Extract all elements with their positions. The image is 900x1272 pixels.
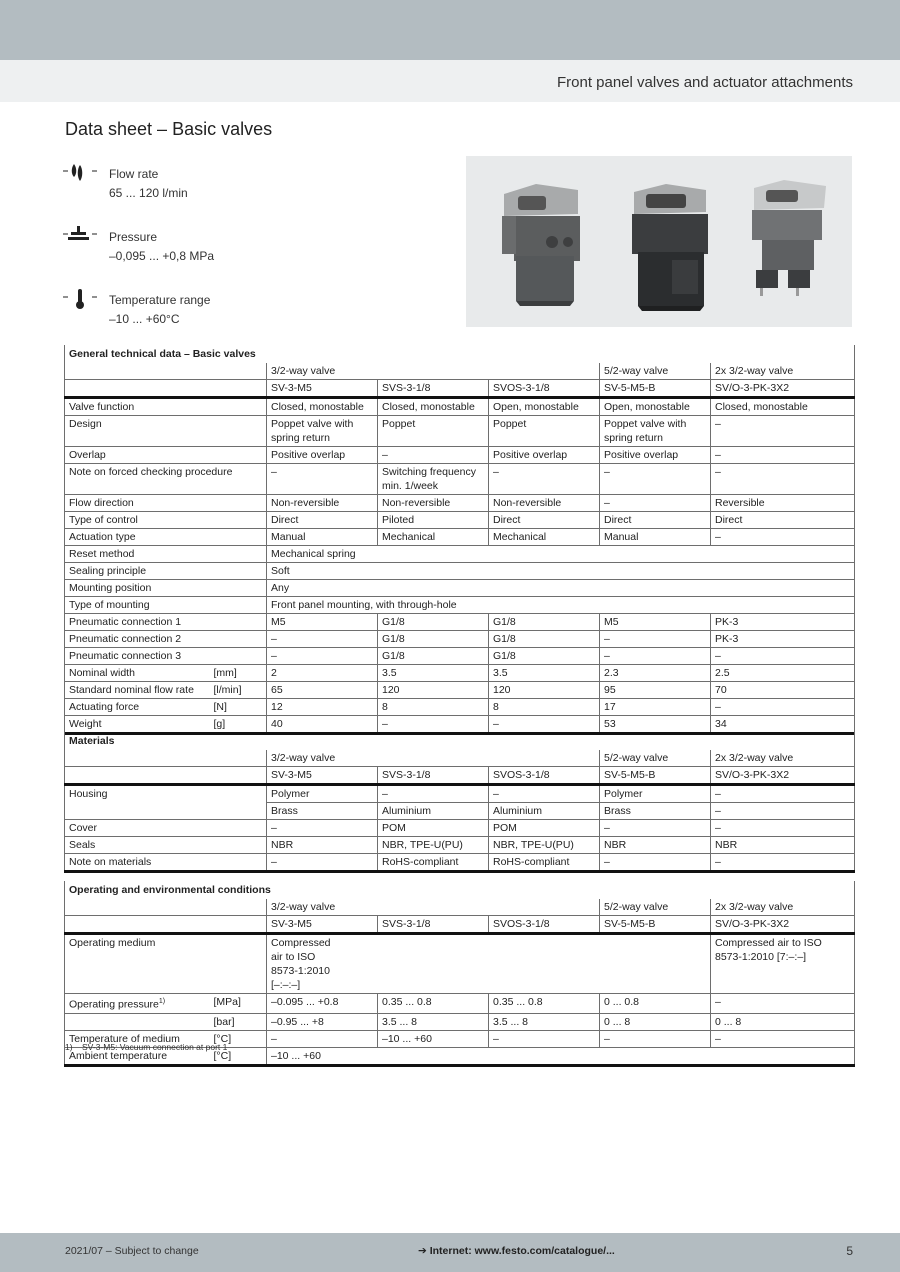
table-cell: Polymer bbox=[600, 785, 711, 803]
footnote-text: SV-3-M5: Vacuum connection at port 1 bbox=[82, 1042, 228, 1052]
model-header: SV-5-M5-B bbox=[600, 767, 711, 785]
table-cell: Switching frequency min. 1/week bbox=[378, 464, 489, 495]
table-cell: Non-reversible bbox=[489, 495, 600, 512]
table-cell: Poppet bbox=[489, 416, 600, 447]
model-header: SVOS-3-1/8 bbox=[489, 916, 600, 934]
table-row bbox=[65, 614, 855, 631]
materials-table bbox=[64, 732, 855, 873]
table-cell: Brass bbox=[267, 803, 378, 820]
table-cell: 2.3 bbox=[600, 665, 711, 682]
table-cell: Mechanical bbox=[378, 529, 489, 546]
group-header: 2x 3/2-way valve bbox=[711, 899, 855, 916]
table-cell: 70 bbox=[711, 682, 855, 699]
row-label: Sealing principle bbox=[65, 563, 267, 580]
table-cell: – bbox=[711, 416, 855, 447]
model-header: SVS-3-1/8 bbox=[378, 767, 489, 785]
table-row bbox=[65, 1013, 855, 1030]
table-cell: 40 bbox=[267, 716, 378, 734]
table-cell: Polymer bbox=[267, 785, 378, 803]
table-row bbox=[65, 447, 855, 464]
table-row bbox=[65, 820, 855, 837]
table-cell: NBR, TPE-U(PU) bbox=[378, 837, 489, 854]
table-row bbox=[65, 512, 855, 529]
row-label: Note on forced checking procedure bbox=[65, 464, 267, 495]
group-header: 3/2-way valve bbox=[267, 363, 600, 380]
table-cell bbox=[65, 363, 267, 380]
table-cell: Mechanical bbox=[489, 529, 600, 546]
table-cell: – bbox=[489, 464, 600, 495]
table-cell: –10 ... +60 bbox=[267, 1047, 855, 1065]
model-header: SVOS-3-1/8 bbox=[489, 380, 600, 398]
table-cell: M5 bbox=[267, 614, 378, 631]
table-cell: – bbox=[267, 854, 378, 872]
table-cell: – bbox=[600, 854, 711, 872]
table-row bbox=[65, 563, 855, 580]
table-cell: 120 bbox=[378, 682, 489, 699]
page-number: 5 bbox=[846, 1244, 853, 1258]
table-cell: G1/8 bbox=[378, 648, 489, 665]
group-header-row bbox=[65, 750, 855, 767]
table-title: General technical data – Basic valves bbox=[65, 345, 855, 363]
table-cell: Open, monostable bbox=[489, 398, 600, 416]
unit-cell: [MPa] bbox=[212, 994, 267, 1014]
section-title: Front panel valves and actuator attachments bbox=[556, 74, 853, 91]
table-cell: PK-3 bbox=[711, 631, 855, 648]
row-label: Pneumatic connection 3 bbox=[65, 648, 267, 665]
table-cell: NBR bbox=[711, 837, 855, 854]
table-row bbox=[65, 716, 855, 734]
table-cell: Poppet valve with spring return bbox=[600, 416, 711, 447]
table-cell: 0 ... 8 bbox=[711, 1013, 855, 1030]
table-cell: G1/8 bbox=[489, 614, 600, 631]
table-row bbox=[65, 785, 855, 803]
table-cell: 3.5 bbox=[489, 665, 600, 682]
unit-cell: [°C] bbox=[212, 1047, 267, 1065]
table-cell: Closed, monostable bbox=[378, 398, 489, 416]
table-cell: – bbox=[378, 716, 489, 734]
table-row bbox=[65, 699, 855, 716]
flow-rate-icon bbox=[62, 163, 98, 185]
model-header: SV-3-M5 bbox=[267, 767, 378, 785]
row-label: Nominal width bbox=[65, 665, 212, 682]
table-cell: Aluminium bbox=[489, 803, 600, 820]
table-cell: – bbox=[711, 854, 855, 872]
table-row bbox=[65, 665, 855, 682]
table-cell: Direct bbox=[600, 512, 711, 529]
group-header: 5/2-way valve bbox=[600, 899, 711, 916]
table-cell: Closed, monostable bbox=[267, 398, 378, 416]
table-cell: Reversible bbox=[711, 495, 855, 512]
table-cell: Poppet bbox=[378, 416, 489, 447]
table-cell: – bbox=[600, 495, 711, 512]
row-label: Note on materials bbox=[65, 854, 267, 872]
model-header: SV-5-M5-B bbox=[600, 916, 711, 934]
table-cell: – bbox=[267, 648, 378, 665]
table-title: Materials bbox=[65, 732, 855, 750]
unit-cell: [mm] bbox=[212, 665, 267, 682]
table-cell: – bbox=[711, 648, 855, 665]
table-cell: – bbox=[711, 785, 855, 803]
spec-label: Pressure bbox=[109, 230, 158, 244]
table-row bbox=[65, 416, 855, 447]
table-row bbox=[65, 854, 855, 872]
table-cell: G1/8 bbox=[378, 614, 489, 631]
row-label bbox=[65, 994, 212, 1014]
table-cell: – bbox=[378, 447, 489, 464]
row-label: Housing bbox=[65, 785, 267, 820]
table-row bbox=[65, 464, 855, 495]
table-cell: Piloted bbox=[378, 512, 489, 529]
row-label: Design bbox=[65, 416, 267, 447]
table-row bbox=[65, 837, 855, 854]
table-cell: 65 bbox=[267, 682, 378, 699]
table-cell: – bbox=[711, 447, 855, 464]
row-label: Actuation type bbox=[65, 529, 267, 546]
row-label: Standard nominal flow rate bbox=[65, 682, 212, 699]
row-label-text: Operating pressure bbox=[69, 998, 159, 1011]
table-title-row bbox=[65, 732, 855, 750]
table-cell: –10 ... +60 bbox=[378, 1030, 489, 1047]
table-cell: – bbox=[489, 716, 600, 734]
row-label: Cover bbox=[65, 820, 267, 837]
table-cell: Direct bbox=[711, 512, 855, 529]
table-cell: 0 ... 8 bbox=[600, 1013, 711, 1030]
table-row bbox=[65, 546, 855, 563]
model-header-row bbox=[65, 767, 855, 785]
group-header: 5/2-way valve bbox=[600, 750, 711, 767]
table-cell: – bbox=[711, 1030, 855, 1047]
table-cell: Closed, monostable bbox=[711, 398, 855, 416]
table-cell: 2 bbox=[267, 665, 378, 682]
table-cell: 3.5 ... 8 bbox=[378, 1013, 489, 1030]
table-cell: – bbox=[600, 464, 711, 495]
unit-cell: [°C] bbox=[212, 1030, 267, 1047]
table-cell: Compressed air to ISO 8573-1:2010 [–:–:–] bbox=[267, 934, 711, 994]
table-cell bbox=[65, 767, 267, 785]
table-cell: NBR, TPE-U(PU) bbox=[489, 837, 600, 854]
table-row bbox=[65, 648, 855, 665]
table-cell: RoHS-compliant bbox=[378, 854, 489, 872]
model-header: SVOS-3-1/8 bbox=[489, 767, 600, 785]
row-label: Weight bbox=[65, 716, 212, 734]
table-cell: – bbox=[489, 785, 600, 803]
temperature-icon bbox=[62, 289, 98, 311]
spec-value: –0,095 ... +0,8 MPa bbox=[109, 249, 215, 263]
row-label: Seals bbox=[65, 837, 267, 854]
table-cell: 12 bbox=[267, 699, 378, 716]
row-label: Pneumatic connection 2 bbox=[65, 631, 267, 648]
table-cell: M5 bbox=[600, 614, 711, 631]
model-header: SV-3-M5 bbox=[267, 380, 378, 398]
row-label: Ambient temperature bbox=[65, 1047, 212, 1065]
row-label: Reset method bbox=[65, 546, 267, 563]
group-header: 5/2-way valve bbox=[600, 363, 711, 380]
table-cell: Front panel mounting, with through-hole bbox=[267, 597, 855, 614]
model-header: SV-3-M5 bbox=[267, 916, 378, 934]
unit-cell: [g] bbox=[212, 716, 267, 734]
table-cell: 34 bbox=[711, 716, 855, 734]
row-label: Overlap bbox=[65, 447, 267, 464]
table-cell: – bbox=[711, 994, 855, 1014]
table-cell: PK-3 bbox=[711, 614, 855, 631]
table-row bbox=[65, 682, 855, 699]
table-cell: 8 bbox=[378, 699, 489, 716]
table-cell bbox=[65, 916, 267, 934]
table-cell: 3.5 ... 8 bbox=[489, 1013, 600, 1030]
catalogue-link[interactable]: ➔ Internet: www.festo.com/catalogue/... bbox=[418, 1245, 615, 1257]
table-cell: –0.95 ... +8 bbox=[267, 1013, 378, 1030]
table-cell: 17 bbox=[600, 699, 711, 716]
footer-bar bbox=[0, 1233, 900, 1272]
table-cell: 0.35 ... 0.8 bbox=[489, 994, 600, 1014]
table-cell: – bbox=[378, 785, 489, 803]
row-label: Flow direction bbox=[65, 495, 267, 512]
unit-cell: [N] bbox=[212, 699, 267, 716]
table-row bbox=[65, 495, 855, 512]
group-header-row bbox=[65, 363, 855, 380]
table-cell: Positive overlap bbox=[600, 447, 711, 464]
table-cell: – bbox=[711, 529, 855, 546]
operating-conditions-table bbox=[64, 881, 855, 1067]
page-title: Data sheet – Basic valves bbox=[65, 119, 273, 139]
table-cell: – bbox=[267, 464, 378, 495]
table-cell: – bbox=[600, 820, 711, 837]
table-cell bbox=[65, 1013, 212, 1030]
table-cell: – bbox=[267, 820, 378, 837]
table-cell: Open, monostable bbox=[600, 398, 711, 416]
table-cell: Direct bbox=[267, 512, 378, 529]
model-header: SV/O-3-PK-3X2 bbox=[711, 916, 855, 934]
table-cell: 3.5 bbox=[378, 665, 489, 682]
table-cell: – bbox=[489, 1030, 600, 1047]
table-row bbox=[65, 631, 855, 648]
row-label: Actuating force bbox=[65, 699, 212, 716]
table-cell: – bbox=[600, 631, 711, 648]
table-cell: POM bbox=[489, 820, 600, 837]
table-cell: RoHS-compliant bbox=[489, 854, 600, 872]
table-cell bbox=[65, 899, 267, 916]
footer-date: 2021/07 – Subject to change bbox=[65, 1245, 199, 1257]
table-cell: 120 bbox=[489, 682, 600, 699]
row-label: Valve function bbox=[65, 398, 267, 416]
table-cell: Manual bbox=[600, 529, 711, 546]
table-cell: Non-reversible bbox=[267, 495, 378, 512]
footnote-marker: 1) bbox=[158, 998, 166, 1005]
table-cell: 2.5 bbox=[711, 665, 855, 682]
group-header: 2x 3/2-way valve bbox=[711, 750, 855, 767]
table-cell: – bbox=[711, 699, 855, 716]
table-cell: NBR bbox=[600, 837, 711, 854]
unit-cell: [bar] bbox=[212, 1013, 267, 1030]
table-cell: G1/8 bbox=[489, 631, 600, 648]
table-cell: Brass bbox=[600, 803, 711, 820]
spec-label: Temperature range bbox=[109, 293, 211, 307]
table-row bbox=[65, 398, 855, 416]
table-cell: Mechanical spring bbox=[267, 546, 855, 563]
table-cell: 0 ... 0.8 bbox=[600, 994, 711, 1014]
table-cell: 95 bbox=[600, 682, 711, 699]
table-cell: Non-reversible bbox=[378, 495, 489, 512]
valve-svs-3-1-8-image bbox=[632, 184, 708, 311]
model-header: SV/O-3-PK-3X2 bbox=[711, 380, 855, 398]
model-header: SV/O-3-PK-3X2 bbox=[711, 767, 855, 785]
table-cell: – bbox=[267, 1030, 378, 1047]
table-title: Operating and environmental conditions bbox=[65, 881, 855, 899]
footnote bbox=[65, 1042, 227, 1052]
table-row bbox=[65, 529, 855, 546]
table-cell: 8 bbox=[489, 699, 600, 716]
table-cell: 0.35 ... 0.8 bbox=[378, 994, 489, 1014]
unit-cell: [l/min] bbox=[212, 682, 267, 699]
table-cell: 53 bbox=[600, 716, 711, 734]
table-cell: Direct bbox=[489, 512, 600, 529]
table-cell: –0.095 ... +0.8 bbox=[267, 994, 378, 1014]
table-cell: POM bbox=[378, 820, 489, 837]
table-cell: – bbox=[600, 648, 711, 665]
row-label: Type of control bbox=[65, 512, 267, 529]
row-label: Operating medium bbox=[65, 934, 267, 994]
table-row bbox=[65, 934, 855, 994]
table-cell: NBR bbox=[267, 837, 378, 854]
table-cell: Soft bbox=[267, 563, 855, 580]
footnote-number: 1) bbox=[65, 1042, 73, 1052]
row-label: Mounting position bbox=[65, 580, 267, 597]
table-title-row bbox=[65, 345, 855, 363]
table-cell: – bbox=[600, 1030, 711, 1047]
table-cell: Positive overlap bbox=[489, 447, 600, 464]
general-technical-data-table bbox=[64, 345, 855, 735]
table-cell: – bbox=[267, 631, 378, 648]
row-label: Temperature of medium bbox=[65, 1030, 212, 1047]
table-cell bbox=[65, 750, 267, 767]
table-cell: Poppet valve with spring return bbox=[267, 416, 378, 447]
spec-value: 65 ... 120 l/min bbox=[109, 186, 188, 200]
table-cell: G1/8 bbox=[378, 631, 489, 648]
spec-label: Flow rate bbox=[109, 167, 159, 181]
group-header: 3/2-way valve bbox=[267, 750, 600, 767]
model-header-row bbox=[65, 916, 855, 934]
table-cell: Aluminium bbox=[378, 803, 489, 820]
model-header-row bbox=[65, 380, 855, 398]
table-cell: – bbox=[711, 803, 855, 820]
table-cell: Manual bbox=[267, 529, 378, 546]
table-cell: – bbox=[711, 820, 855, 837]
group-header: 2x 3/2-way valve bbox=[711, 363, 855, 380]
table-cell: Any bbox=[267, 580, 855, 597]
table-cell bbox=[65, 380, 267, 398]
product-photo bbox=[466, 156, 852, 327]
model-header: SVS-3-1/8 bbox=[378, 380, 489, 398]
table-cell: Compressed air to ISO 8573-1:2010 [7:–:–] bbox=[711, 934, 855, 994]
model-header: SVS-3-1/8 bbox=[378, 916, 489, 934]
row-label: Pneumatic connection 1 bbox=[65, 614, 267, 631]
table-cell: – bbox=[711, 464, 855, 495]
group-header-row bbox=[65, 899, 855, 916]
spec-value: –10 ... +60°C bbox=[109, 312, 180, 326]
table-title-row bbox=[65, 881, 855, 899]
group-header: 3/2-way valve bbox=[267, 899, 600, 916]
top-bar bbox=[0, 0, 900, 60]
table-cell: G1/8 bbox=[489, 648, 600, 665]
table-row bbox=[65, 580, 855, 597]
row-label: Type of mounting bbox=[65, 597, 267, 614]
table-row bbox=[65, 994, 855, 1014]
table-cell: Positive overlap bbox=[267, 447, 378, 464]
table-row bbox=[65, 597, 855, 614]
pressure-icon bbox=[62, 226, 98, 248]
model-header: SV-5-M5-B bbox=[600, 380, 711, 398]
